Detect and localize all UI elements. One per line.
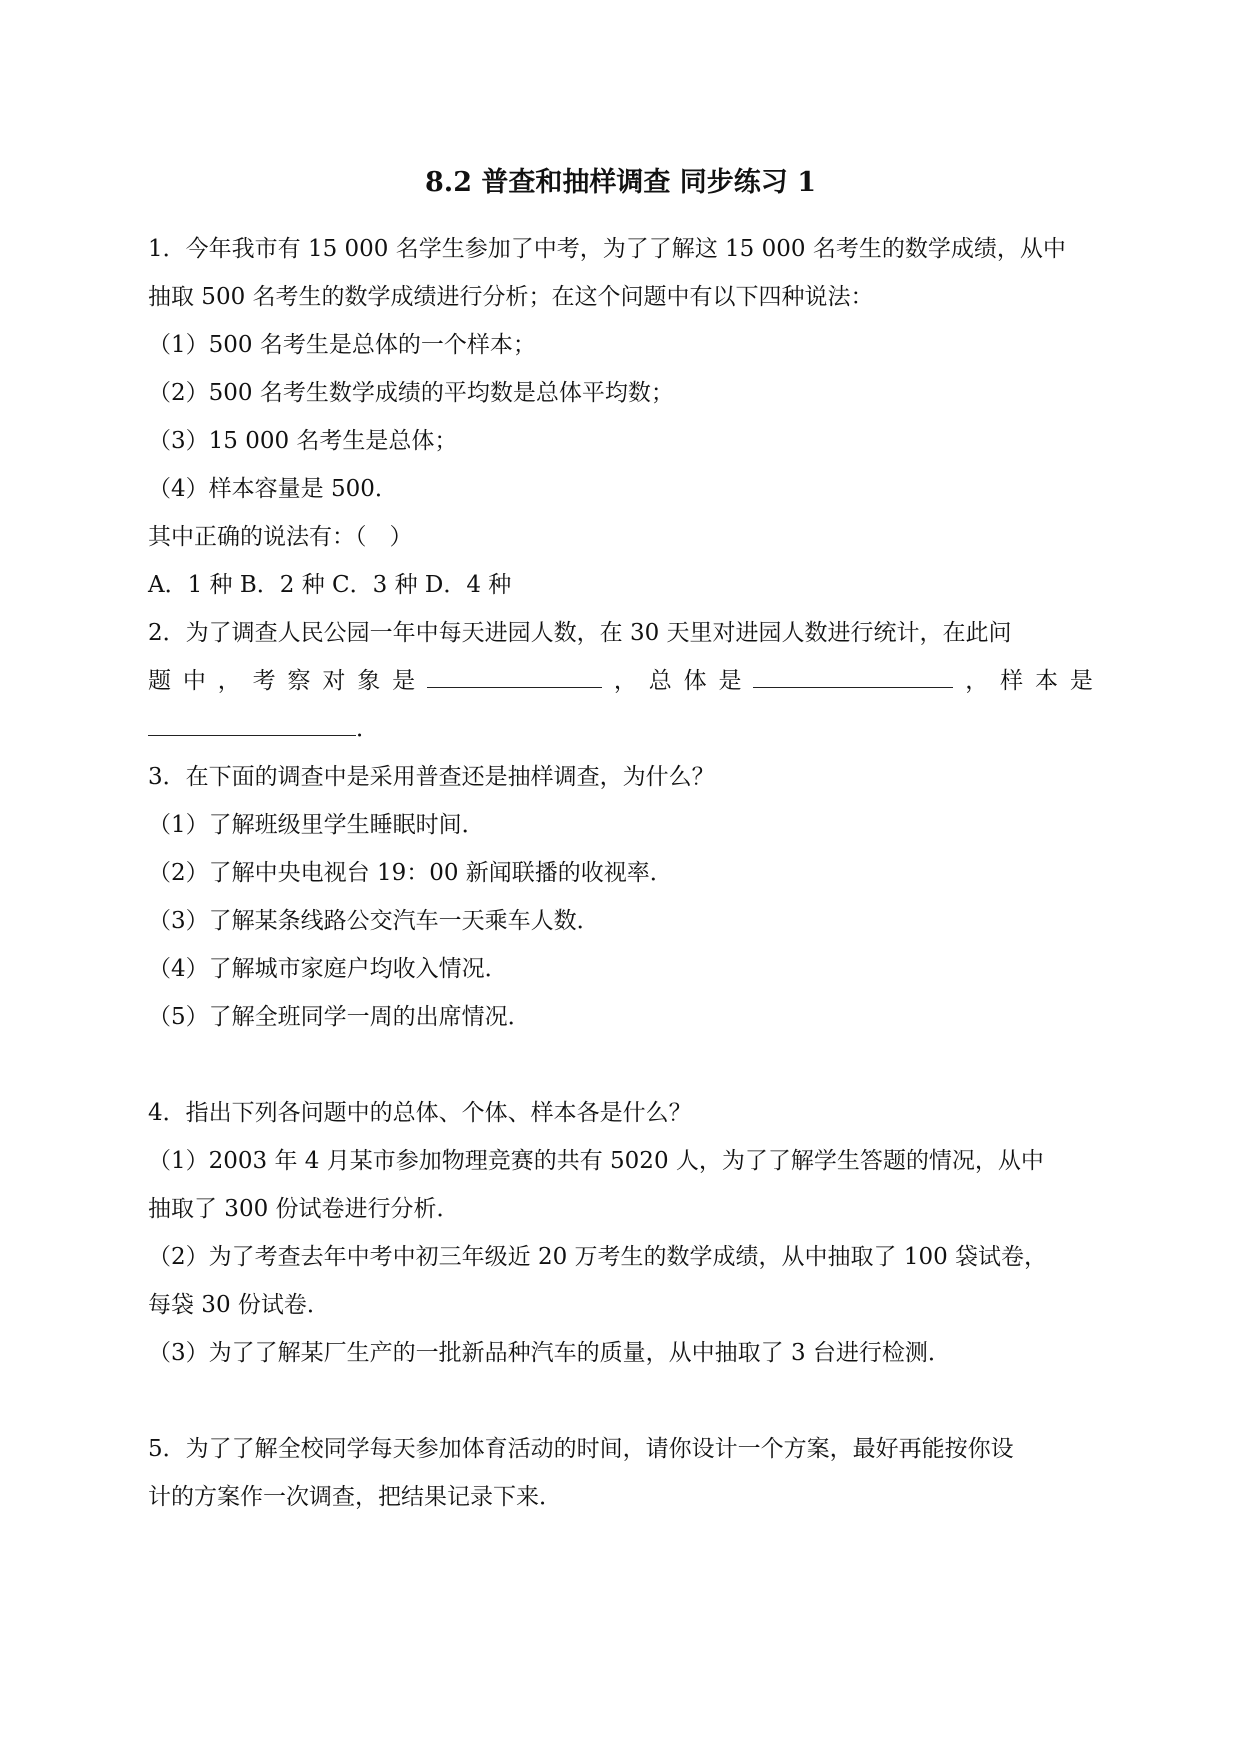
answer-blank-population[interactable]: [753, 657, 953, 688]
q1-statement-4: （4）样本容量是 500．: [148, 476, 398, 502]
q2-word: 本: [1035, 668, 1058, 694]
q3-item-1: （1）了解班级里学生睡眠时间．: [148, 812, 485, 838]
q1-options: A．1 种 B．2 种 C．3 种 D．4 种: [148, 572, 512, 598]
q2-line-2: [148, 657, 1093, 705]
q5-line-1: 5．为了了解全校同学每天参加体育活动的时间，请你设计一个方案，最好再能按你设: [148, 1436, 1014, 1462]
q2-word: 中: [182, 668, 206, 694]
q2-word: 体: [683, 668, 707, 694]
q2-word: 总: [648, 668, 672, 694]
q4-item-1a: （1）2003 年 4 月某市参加物理竞赛的共有 5020 人，为了了解学生答题的情况，从中: [148, 1148, 1044, 1174]
q2-comma: ，: [613, 668, 637, 694]
q2-comma: ，: [965, 668, 989, 694]
q1-line-2: 抽取 500 名考生的数学成绩进行分析；在这个问题中有以下四种说法：: [148, 284, 874, 310]
q4-item-1b: 抽取了 300 份试卷进行分析．: [148, 1196, 460, 1222]
answer-blank-sample[interactable]: [148, 705, 356, 736]
q3-item-2: （2）了解中央电视台 19：00 新闻联播的收视率．: [148, 860, 673, 886]
q3-item-4: （4）了解城市家庭户均收入情况．: [148, 956, 508, 982]
q1-line-1: 1．今年我市有 15 000 名学生参加了中考，为了了解这 15 000 名考生的数学成绩，从中: [148, 236, 1066, 262]
spacer: [148, 1377, 1093, 1425]
spacer: [148, 1041, 1093, 1089]
q2-word: 是: [1069, 668, 1093, 694]
q4-item-3: （3）为了了解某厂生产的一批新品种汽车的质量，从中抽取了 3 台进行检测．: [148, 1340, 951, 1366]
q2-word: 象: [357, 668, 381, 694]
q5-line-2: 计的方案作一次调查，把结果记录下来．: [148, 1484, 562, 1510]
q1-statement-1: （1）500 名考生是总体的一个样本；: [148, 332, 536, 358]
exercise-content: [148, 225, 1093, 1521]
q2-word: 题: [148, 668, 171, 694]
q1-statement-3: （3）15 000 名考生是总体；: [148, 428, 458, 454]
q4-item-2a: （2）为了考查去年中考中初三年级近 20 万考生的数学成绩，从中抽取了 100 袋试卷，: [148, 1244, 1048, 1270]
q3-item-5: （5）了解全班同学一周的出席情况．: [148, 1004, 531, 1030]
q2-line-1: 2．为了调查人民公园一年中每天进园人数，在 30 天里对进园人数进行统计，在此问: [148, 620, 1012, 646]
q3-line-1: 3．在下面的调查中是采用普查还是抽样调查，为什么？: [148, 764, 715, 790]
q1-prompt: 其中正确的说法有：（ ）: [148, 524, 413, 550]
q2-word: 考: [252, 668, 276, 694]
q3-item-3: （3）了解某条线路公交汽车一天乘车人数．: [148, 908, 600, 934]
q4-item-2b: 每袋 30 份试卷．: [148, 1292, 330, 1318]
q2-word: 是: [718, 668, 742, 694]
q1-statement-2: （2）500 名考生数学成绩的平均数是总体平均数；: [148, 380, 674, 406]
q2-end-period: ．: [356, 716, 379, 742]
q2-word: 察: [287, 668, 311, 694]
page-title: 8.2 普查和抽样调查 同步练习 1: [425, 167, 816, 198]
q4-line-1: 4．指出下列各问题中的总体、个体、样本各是什么？: [148, 1100, 692, 1126]
q2-line-3: [148, 705, 1093, 753]
q2-comma: ，: [217, 668, 241, 694]
q2-word: 是: [392, 668, 416, 694]
answer-blank-object[interactable]: [427, 657, 602, 688]
q2-word: 样: [1000, 668, 1024, 694]
q2-word: 对: [322, 668, 346, 694]
